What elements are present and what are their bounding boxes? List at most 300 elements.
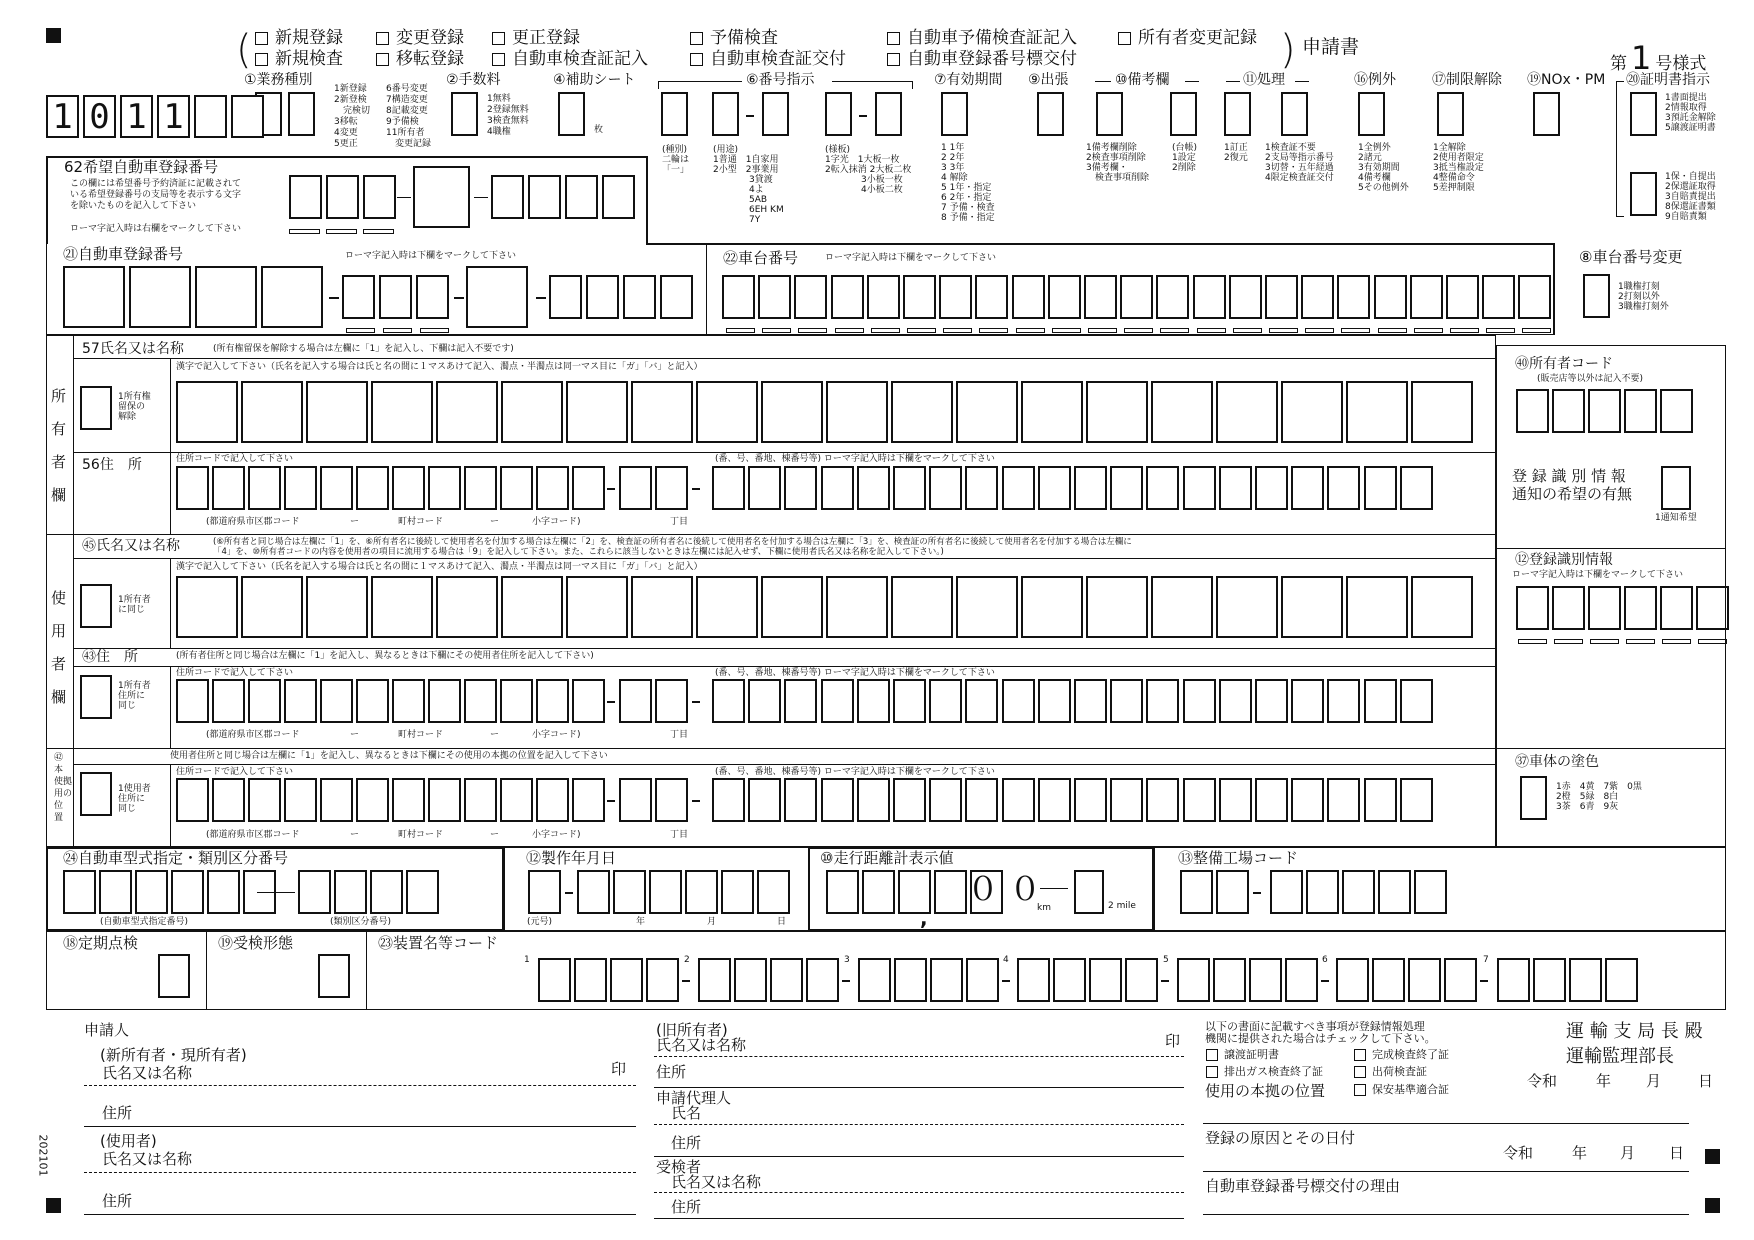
checkbox-r2-3[interactable]	[690, 53, 703, 66]
owner-addr-cell[interactable]	[619, 466, 652, 510]
roman-mark[interactable]	[1554, 639, 1583, 644]
s23-cell[interactable]	[770, 958, 803, 1002]
s62-cell[interactable]	[528, 175, 561, 219]
s10-cell[interactable]	[934, 870, 967, 914]
field-f10-box[interactable]	[1096, 92, 1123, 136]
base-addr-cell[interactable]	[212, 778, 245, 822]
s22-cell[interactable]	[758, 275, 791, 319]
base-addr-cell[interactable]	[619, 778, 652, 822]
s23-cell[interactable]	[806, 958, 839, 1002]
user-name-cell[interactable]	[566, 576, 628, 638]
s23-cell[interactable]	[1177, 958, 1210, 1002]
s12b-cell[interactable]	[613, 870, 646, 914]
notice-box[interactable]	[1661, 466, 1691, 510]
roman-mark[interactable]	[1016, 328, 1045, 333]
field-s37-box[interactable]	[1520, 776, 1547, 820]
user-name-cell[interactable]	[891, 576, 953, 638]
user-addr-cell[interactable]	[1074, 679, 1107, 723]
owner-name-cell[interactable]	[1411, 381, 1473, 443]
user-addr-cell[interactable]	[572, 679, 605, 723]
field-f6-box[interactable]	[661, 92, 688, 136]
user-name-cell[interactable]	[761, 576, 823, 638]
user-addr-cell[interactable]	[176, 679, 209, 723]
s13-cell[interactable]	[1216, 870, 1249, 914]
owner-addr-cell[interactable]	[1327, 466, 1360, 510]
s23-cell[interactable]	[646, 958, 679, 1002]
owner-addr-cell[interactable]	[1255, 466, 1288, 510]
s22-cell[interactable]	[1084, 275, 1117, 319]
owner-addr-cell[interactable]	[284, 466, 317, 510]
s21-cell[interactable]	[586, 275, 619, 319]
s23-cell[interactable]	[1249, 958, 1282, 1002]
s40-cell[interactable]	[1624, 389, 1657, 433]
base-addr-cell[interactable]	[655, 778, 688, 822]
s22-cell[interactable]	[1410, 275, 1443, 319]
s23-cell[interactable]	[1408, 958, 1441, 1002]
base-addr-cell[interactable]	[784, 778, 817, 822]
s23-cell[interactable]	[1213, 958, 1246, 1002]
s12b-cell[interactable]	[528, 870, 561, 914]
s24-cell[interactable]	[406, 870, 439, 914]
roman-mark[interactable]	[1522, 328, 1551, 333]
owner-name-cell[interactable]	[1086, 381, 1148, 443]
roman-mark[interactable]	[1486, 328, 1515, 333]
s23-cell[interactable]	[1569, 958, 1602, 1002]
base-addr-cell[interactable]	[500, 778, 533, 822]
user-name-cell[interactable]	[436, 576, 498, 638]
roman-mark[interactable]	[1414, 328, 1443, 333]
s12-cell[interactable]	[1588, 586, 1621, 630]
base-addr-cell[interactable]	[1364, 778, 1397, 822]
roman-mark[interactable]	[1088, 328, 1117, 333]
s22-cell[interactable]	[1012, 275, 1045, 319]
user-addr-cell[interactable]	[392, 679, 425, 723]
s22-cell[interactable]	[939, 275, 972, 319]
roman-mark[interactable]	[1590, 639, 1619, 644]
base-addr-cell[interactable]	[464, 778, 497, 822]
s22-cell[interactable]	[831, 275, 864, 319]
roman-mark[interactable]	[943, 328, 972, 333]
s13-cell[interactable]	[1270, 870, 1303, 914]
s62-cell[interactable]	[289, 175, 322, 219]
user-addr-cell[interactable]	[1219, 679, 1252, 723]
roman-mark[interactable]	[1197, 328, 1226, 333]
user-name-cell[interactable]	[631, 576, 693, 638]
owner-retention-box[interactable]	[80, 386, 112, 430]
s22-cell[interactable]	[903, 275, 936, 319]
field-f11-box[interactable]	[1281, 92, 1308, 136]
user-addr-cell[interactable]	[784, 679, 817, 723]
owner-name-cell[interactable]	[241, 381, 303, 443]
owner-name-cell[interactable]	[501, 381, 563, 443]
base-addr-cell[interactable]	[1183, 778, 1216, 822]
roman-mark[interactable]	[726, 328, 755, 333]
s22-cell[interactable]	[1156, 275, 1189, 319]
s23-cell[interactable]	[1125, 958, 1158, 1002]
s23-cell[interactable]	[1605, 958, 1638, 1002]
user-addr-cell[interactable]	[655, 679, 688, 723]
base-addr-cell[interactable]	[1146, 778, 1179, 822]
s10-cell[interactable]	[898, 870, 931, 914]
field-f6-box[interactable]	[825, 92, 852, 136]
owner-name-cell[interactable]	[1151, 381, 1213, 443]
base-addr-cell[interactable]	[965, 778, 998, 822]
s23-cell[interactable]	[610, 958, 643, 1002]
s40-cell[interactable]	[1588, 389, 1621, 433]
user-addr-cell[interactable]	[929, 679, 962, 723]
s24-cell[interactable]	[171, 870, 204, 914]
base-addr-cell[interactable]	[929, 778, 962, 822]
user-name-cell[interactable]	[1281, 576, 1343, 638]
checkbox-4[interactable]	[887, 32, 900, 45]
base-addr-cell[interactable]	[748, 778, 781, 822]
user-addr-cell[interactable]	[1400, 679, 1433, 723]
field-f6-box[interactable]	[875, 92, 902, 136]
owner-name-cell[interactable]	[1216, 381, 1278, 443]
user-addr-cell[interactable]	[284, 679, 317, 723]
s23-cell[interactable]	[734, 958, 767, 1002]
s24-cell[interactable]	[99, 870, 132, 914]
user-addr-cell[interactable]	[821, 679, 854, 723]
owner-addr-cell[interactable]	[320, 466, 353, 510]
field-f1-box[interactable]	[288, 92, 315, 136]
owner-addr-cell[interactable]	[572, 466, 605, 510]
roman-mark[interactable]	[1698, 639, 1727, 644]
s23-cell[interactable]	[1053, 958, 1086, 1002]
user-addr-cell[interactable]	[965, 679, 998, 723]
owner-addr-cell[interactable]	[356, 466, 389, 510]
roman-mark[interactable]	[835, 328, 864, 333]
field-f6-box[interactable]	[762, 92, 789, 136]
s22-cell[interactable]	[1265, 275, 1298, 319]
s23-cell[interactable]	[966, 958, 999, 1002]
s13-cell[interactable]	[1414, 870, 1447, 914]
roman-mark[interactable]	[1305, 328, 1334, 333]
roman-mark[interactable]	[326, 229, 357, 234]
s21-cell[interactable]	[63, 266, 125, 328]
owner-addr-cell[interactable]	[929, 466, 962, 510]
user-addr-cell[interactable]	[619, 679, 652, 723]
base-addr-cell[interactable]	[893, 778, 926, 822]
user-name-cell[interactable]	[1216, 576, 1278, 638]
field-s18-box[interactable]	[158, 954, 190, 998]
owner-addr-cell[interactable]	[176, 466, 209, 510]
checkbox-r2-4[interactable]	[887, 53, 900, 66]
field-f10-box[interactable]	[1170, 92, 1197, 136]
s12-cell[interactable]	[1660, 586, 1693, 630]
base-addr-cell[interactable]	[572, 778, 605, 822]
s12-cell[interactable]	[1552, 586, 1585, 630]
roman-mark[interactable]	[1269, 328, 1298, 333]
roman-mark[interactable]	[1233, 328, 1262, 333]
user-name-cell[interactable]	[826, 576, 888, 638]
s23-cell[interactable]	[858, 958, 891, 1002]
base-addr-cell[interactable]	[248, 778, 281, 822]
base-addr-cell[interactable]	[821, 778, 854, 822]
s13-cell[interactable]	[1306, 870, 1339, 914]
s22-cell[interactable]	[975, 275, 1008, 319]
field-f17-box[interactable]	[1437, 92, 1464, 136]
owner-addr-cell[interactable]	[1146, 466, 1179, 510]
roman-mark[interactable]	[907, 328, 936, 333]
roman-mark[interactable]	[979, 328, 1008, 333]
user-name-cell[interactable]	[1151, 576, 1213, 638]
s24-cell[interactable]	[207, 870, 240, 914]
s21-cell[interactable]	[416, 275, 449, 319]
user-addr-cell[interactable]	[712, 679, 745, 723]
owner-addr-cell[interactable]	[500, 466, 533, 510]
s22-cell[interactable]	[1301, 275, 1334, 319]
field-s19-box[interactable]	[318, 954, 350, 998]
owner-addr-cell[interactable]	[428, 466, 461, 510]
s13-cell[interactable]	[1342, 870, 1375, 914]
s13-cell[interactable]	[1180, 870, 1213, 914]
user-name-cell[interactable]	[176, 576, 238, 638]
owner-addr-cell[interactable]	[784, 466, 817, 510]
owner-addr-cell[interactable]	[1219, 466, 1252, 510]
roman-mark[interactable]	[1518, 639, 1547, 644]
s62-cell[interactable]	[363, 175, 396, 219]
user-addr-cell[interactable]	[248, 679, 281, 723]
s12b-cell[interactable]	[685, 870, 718, 914]
user-name-cell[interactable]	[696, 576, 758, 638]
roman-mark[interactable]	[1626, 639, 1655, 644]
user-addr-cell[interactable]	[464, 679, 497, 723]
s22-cell[interactable]	[1048, 275, 1081, 319]
roman-mark[interactable]	[363, 229, 394, 234]
owner-name-cell[interactable]	[631, 381, 693, 443]
s24-cell[interactable]	[298, 870, 331, 914]
owner-addr-cell[interactable]	[1183, 466, 1216, 510]
s22-cell[interactable]	[867, 275, 900, 319]
s12-cell[interactable]	[1624, 586, 1657, 630]
user-name-cell[interactable]	[956, 576, 1018, 638]
field-f9-box[interactable]	[1037, 92, 1064, 136]
s22-cell[interactable]	[722, 275, 755, 319]
owner-name-cell[interactable]	[761, 381, 823, 443]
s12b-cell[interactable]	[757, 870, 790, 914]
s21-cell[interactable]	[342, 275, 375, 319]
user-addr-cell[interactable]	[500, 679, 533, 723]
owner-addr-cell[interactable]	[536, 466, 569, 510]
user-addr-same-box[interactable]	[80, 675, 112, 719]
owner-addr-cell[interactable]	[1038, 466, 1071, 510]
check-shipping-cert[interactable]	[1354, 1066, 1366, 1078]
owner-addr-cell[interactable]	[248, 466, 281, 510]
s24-cell[interactable]	[63, 870, 96, 914]
user-name-cell[interactable]	[241, 576, 303, 638]
s12b-cell[interactable]	[577, 870, 610, 914]
owner-addr-cell[interactable]	[748, 466, 781, 510]
user-addr-cell[interactable]	[356, 679, 389, 723]
user-name-cell[interactable]	[501, 576, 563, 638]
s21-cell[interactable]	[466, 266, 528, 328]
owner-name-cell[interactable]	[436, 381, 498, 443]
user-addr-cell[interactable]	[536, 679, 569, 723]
s24-cell[interactable]	[370, 870, 403, 914]
owner-addr-cell[interactable]	[712, 466, 745, 510]
user-addr-cell[interactable]	[1038, 679, 1071, 723]
field-f6-box[interactable]	[712, 92, 739, 136]
owner-addr-cell[interactable]	[1074, 466, 1107, 510]
owner-addr-cell[interactable]	[965, 466, 998, 510]
s62-cell[interactable]	[413, 166, 470, 228]
field-f2-box[interactable]	[451, 92, 478, 136]
s62-cell[interactable]	[491, 175, 524, 219]
owner-addr-cell[interactable]	[857, 466, 890, 510]
s62-cell[interactable]	[602, 175, 635, 219]
checkbox-0[interactable]	[255, 32, 268, 45]
user-name-cell[interactable]	[1411, 576, 1473, 638]
owner-name-cell[interactable]	[1281, 381, 1343, 443]
owner-name-cell[interactable]	[826, 381, 888, 443]
field-f20-box[interactable]	[1630, 92, 1657, 136]
s21-cell[interactable]	[660, 275, 693, 319]
user-addr-cell[interactable]	[1183, 679, 1216, 723]
s23-cell[interactable]	[1336, 958, 1369, 1002]
s12b-cell[interactable]	[649, 870, 682, 914]
field-f19-box[interactable]	[1533, 92, 1560, 136]
owner-addr-cell[interactable]	[464, 466, 497, 510]
owner-addr-cell[interactable]	[392, 466, 425, 510]
base-addr-cell[interactable]	[536, 778, 569, 822]
owner-name-cell[interactable]	[1346, 381, 1408, 443]
s22-cell[interactable]	[1120, 275, 1153, 319]
owner-name-cell[interactable]	[371, 381, 433, 443]
s40-cell[interactable]	[1552, 389, 1585, 433]
user-addr-cell[interactable]	[212, 679, 245, 723]
checkbox-r2-0[interactable]	[255, 53, 268, 66]
roman-mark[interactable]	[1341, 328, 1370, 333]
user-same-box[interactable]	[80, 584, 112, 628]
user-name-cell[interactable]	[306, 576, 368, 638]
s23-cell[interactable]	[1089, 958, 1122, 1002]
base-addr-cell[interactable]	[1327, 778, 1360, 822]
check-safety-cert[interactable]	[1354, 1084, 1366, 1096]
field-f11-box[interactable]	[1224, 92, 1251, 136]
user-addr-cell[interactable]	[1327, 679, 1360, 723]
roman-mark[interactable]	[871, 328, 900, 333]
user-addr-cell[interactable]	[1110, 679, 1143, 723]
base-addr-cell[interactable]	[176, 778, 209, 822]
owner-addr-cell[interactable]	[821, 466, 854, 510]
base-addr-cell[interactable]	[1002, 778, 1035, 822]
s23-cell[interactable]	[698, 958, 731, 1002]
user-addr-cell[interactable]	[1146, 679, 1179, 723]
s62-cell[interactable]	[326, 175, 359, 219]
s10-cell[interactable]	[970, 870, 1003, 914]
s23-cell[interactable]	[930, 958, 963, 1002]
owner-name-cell[interactable]	[1021, 381, 1083, 443]
s10-cell[interactable]	[826, 870, 859, 914]
field-f16-box[interactable]	[1358, 92, 1385, 136]
check-emission-cert[interactable]	[1206, 1066, 1218, 1078]
roman-mark[interactable]	[1052, 328, 1081, 333]
s10-cell[interactable]	[1074, 870, 1104, 914]
s23-cell[interactable]	[1017, 958, 1050, 1002]
owner-addr-cell[interactable]	[655, 466, 688, 510]
base-addr-cell[interactable]	[1110, 778, 1143, 822]
base-addr-cell[interactable]	[320, 778, 353, 822]
user-name-cell[interactable]	[1021, 576, 1083, 638]
user-addr-cell[interactable]	[320, 679, 353, 723]
checkbox-2[interactable]	[492, 32, 505, 45]
owner-addr-cell[interactable]	[1291, 466, 1324, 510]
s62-cell[interactable]	[565, 175, 598, 219]
roman-mark[interactable]	[289, 229, 320, 234]
roman-mark[interactable]	[346, 328, 375, 333]
base-addr-cell[interactable]	[392, 778, 425, 822]
s40-cell[interactable]	[1516, 389, 1549, 433]
owner-name-cell[interactable]	[306, 381, 368, 443]
s13-cell[interactable]	[1378, 870, 1411, 914]
base-addr-cell[interactable]	[1255, 778, 1288, 822]
base-addr-cell[interactable]	[1291, 778, 1324, 822]
s23-cell[interactable]	[1285, 958, 1318, 1002]
check-transfer-cert[interactable]	[1206, 1049, 1218, 1061]
owner-name-cell[interactable]	[696, 381, 758, 443]
user-addr-cell[interactable]	[1291, 679, 1324, 723]
base-same-box[interactable]	[80, 772, 112, 816]
owner-addr-cell[interactable]	[212, 466, 245, 510]
roman-mark[interactable]	[1450, 328, 1479, 333]
s21-cell[interactable]	[129, 266, 191, 328]
checkbox-3[interactable]	[690, 32, 703, 45]
s12-cell[interactable]	[1696, 586, 1729, 630]
user-name-cell[interactable]	[1346, 576, 1408, 638]
roman-mark[interactable]	[420, 328, 449, 333]
owner-addr-cell[interactable]	[1110, 466, 1143, 510]
base-addr-cell[interactable]	[1074, 778, 1107, 822]
checkbox-1[interactable]	[376, 32, 389, 45]
s12b-cell[interactable]	[721, 870, 754, 914]
s24-cell[interactable]	[334, 870, 367, 914]
base-addr-cell[interactable]	[428, 778, 461, 822]
base-addr-cell[interactable]	[857, 778, 890, 822]
roman-mark[interactable]	[1124, 328, 1153, 333]
roman-mark[interactable]	[1662, 639, 1691, 644]
user-addr-cell[interactable]	[748, 679, 781, 723]
s10-cell[interactable]	[862, 870, 895, 914]
base-addr-cell[interactable]	[1038, 778, 1071, 822]
s22-cell[interactable]	[1337, 275, 1370, 319]
form-code-box[interactable]	[194, 95, 227, 138]
check-completion-cert[interactable]	[1354, 1049, 1366, 1061]
field-f4-box[interactable]	[558, 92, 585, 136]
owner-name-cell[interactable]	[891, 381, 953, 443]
owner-name-cell[interactable]	[566, 381, 628, 443]
user-addr-cell[interactable]	[1002, 679, 1035, 723]
checkbox-r2-1[interactable]	[376, 53, 389, 66]
roman-mark[interactable]	[798, 328, 827, 333]
roman-mark[interactable]	[1378, 328, 1407, 333]
base-addr-cell[interactable]	[284, 778, 317, 822]
owner-addr-cell[interactable]	[1400, 466, 1433, 510]
s23-cell[interactable]	[894, 958, 927, 1002]
s23-cell[interactable]	[1497, 958, 1530, 1002]
owner-name-cell[interactable]	[956, 381, 1018, 443]
s22-cell[interactable]	[794, 275, 827, 319]
s23-cell[interactable]	[1533, 958, 1566, 1002]
user-addr-cell[interactable]	[857, 679, 890, 723]
field-f20-box[interactable]	[1630, 172, 1657, 216]
base-addr-cell[interactable]	[1219, 778, 1252, 822]
checkbox-5[interactable]	[1118, 32, 1131, 45]
s22-cell[interactable]	[1229, 275, 1262, 319]
user-addr-cell[interactable]	[428, 679, 461, 723]
s22-cell[interactable]	[1193, 275, 1226, 319]
user-addr-cell[interactable]	[893, 679, 926, 723]
